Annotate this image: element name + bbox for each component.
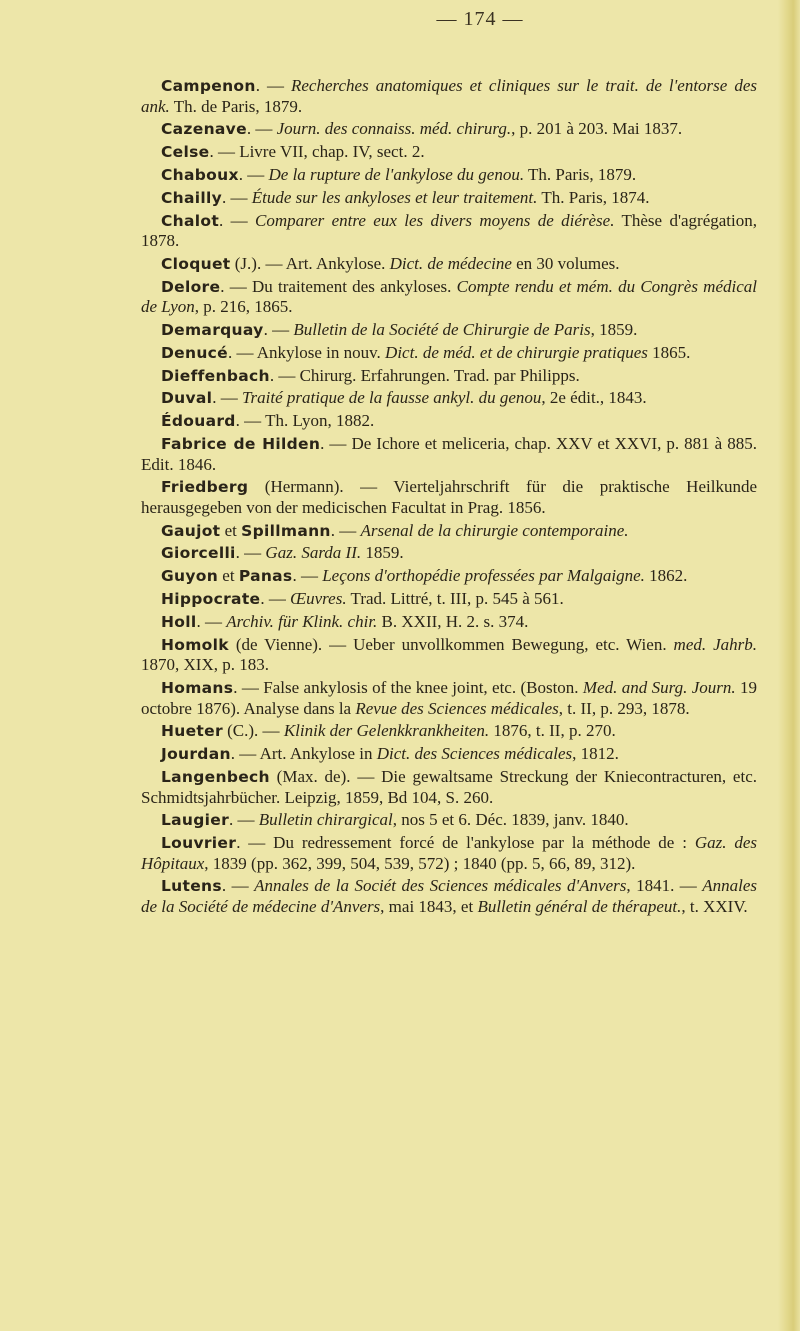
citation-text: en 30 volumes.	[511, 253, 620, 273]
citation-text: (C.). —	[222, 721, 284, 741]
author-name: Chaboux	[161, 165, 239, 184]
citation-text: Trad. Littré, t. III, p. 545 à 561.	[346, 589, 564, 609]
citation-text: , 2e édit., 1843.	[541, 388, 647, 408]
bibliography-entry	[141, 76, 757, 117]
citation-text: . — Livre VII, chap. IV, sect. 2.	[209, 142, 425, 162]
work-title: Comparer entre eux les divers moyens de diérèse.	[255, 210, 615, 230]
citation-text: (Hermann). — Vierteljahrschrift für die praktische Heilkunde herausgegeben von der medicischen Facultat in Prag. 1856.	[141, 477, 757, 517]
work-title: Compte rendu et mém. du Congrès médical de Lyon	[141, 276, 757, 317]
work-title: med. Jahrb.	[673, 634, 758, 654]
author-name: Gaujot	[161, 521, 221, 540]
citation-text: . — Ankylose in nouv.	[227, 342, 386, 362]
page-number: — 174 —	[436, 8, 524, 30]
citation-text: . — Art. Ankylose in	[230, 744, 377, 764]
work-title: De la rupture de l'ankylose du genou.	[268, 164, 525, 184]
work-title: Arsenal de la chirurgie contemporaine.	[360, 520, 629, 540]
citation-text: . —	[246, 119, 277, 139]
work-title: Klinik der Gelenkkrankheiten.	[283, 721, 490, 741]
author-name: Chalot	[161, 211, 220, 230]
citation-text: (de Vienne). — Ueber unvollkommen Bewegung, etc. Wien.	[228, 634, 674, 654]
bibliography-entry	[141, 810, 757, 831]
bibliography-entry	[141, 612, 757, 633]
citation-text: 1862.	[644, 566, 688, 586]
author-name: Campenon	[161, 77, 256, 95]
author-name: Hueter	[161, 722, 223, 741]
work-title: Dict. des Sciences médicales	[376, 744, 573, 764]
work-title: Bulletin chirargical	[258, 810, 393, 830]
citation-text: . —	[222, 187, 252, 207]
citation-text: , t. XXIV.	[681, 897, 748, 917]
bibliography-entry	[141, 343, 757, 364]
author-name: Panas	[238, 567, 293, 586]
author-name: Homolk	[161, 635, 229, 654]
work-title: Étude sur les ankyloses et leur traitement.	[251, 187, 538, 207]
bibliography-entry	[141, 589, 757, 610]
author-name: Duval	[161, 389, 213, 408]
work-title: Med. and Surg. Journ.	[582, 677, 736, 697]
citation-text: , 1839 (pp. 362, 399, 504, 539, 572) ; 1840 (pp. 5, 66, 89, 312).	[204, 853, 636, 873]
author-name: Denucé	[161, 343, 228, 362]
work-title: Gaz. des Hôpitaux	[141, 833, 757, 873]
author-name: Guyon	[161, 567, 219, 586]
citation-text: . —	[330, 520, 361, 540]
author-name: Giorcelli	[161, 544, 236, 563]
bibliography-entry	[141, 254, 757, 275]
bibliography-entry	[141, 366, 757, 387]
citation-text: et	[220, 520, 242, 540]
author-name: Spillmann	[241, 521, 331, 540]
work-title: Archiv. für Klink. chir.	[226, 611, 378, 631]
author-name: Lutens	[161, 877, 222, 896]
citation-text: . —	[292, 566, 323, 586]
bibliography-entry	[141, 165, 757, 186]
work-title: Bulletin général de thérapeut.	[477, 897, 682, 917]
bibliography-entry	[141, 477, 757, 518]
author-name: Édouard	[161, 412, 236, 431]
bibliography-entry	[141, 767, 757, 808]
work-title: Revue des Sciences médicales	[355, 698, 559, 718]
citation-text: (J.). — Art. Ankylose.	[230, 253, 390, 273]
author-name: Holl	[161, 612, 197, 631]
bibliography-list	[141, 76, 757, 920]
citation-text: , nos 5 et 6. Déc. 1839, janv. 1840.	[392, 810, 629, 830]
bibliography-entry	[141, 211, 757, 252]
author-name: Hippocrate	[161, 590, 261, 609]
citation-text: 1859.	[361, 543, 404, 563]
citation-text: 1865.	[647, 342, 691, 362]
citation-text: , 1859.	[590, 320, 638, 340]
citation-text: Th. Paris, 1879.	[524, 164, 637, 184]
citation-text: . —	[238, 164, 269, 184]
author-name: Delore	[161, 277, 221, 296]
author-name: Jourdan	[161, 745, 231, 764]
citation-text: 1870, XIX, p. 183.	[141, 655, 269, 675]
citation-text: . —	[219, 210, 256, 230]
citation-text: . —	[255, 76, 291, 95]
work-title: Gaz. Sarda II.	[265, 543, 362, 563]
bibliography-entry	[141, 543, 757, 564]
bibliography-entry	[141, 721, 757, 742]
citation-text: , 1812.	[572, 744, 619, 764]
citation-text: . — Du redressement forcé de l'ankylose par la méthode de :	[236, 833, 695, 853]
author-name: Dieffenbach	[161, 366, 270, 385]
citation-text: . — False ankylosis of the knee joint, etc. (Boston.	[233, 677, 583, 697]
work-title: Dict. de méd. et de chirurgie pratiques	[385, 342, 648, 362]
author-name: Homans	[161, 678, 234, 697]
author-name: Chailly	[161, 188, 223, 207]
citation-text: . — Th. Lyon, 1882.	[235, 411, 375, 431]
bibliography-entry	[141, 277, 757, 318]
bibliography-entry	[141, 434, 757, 475]
bibliography-entry	[141, 566, 757, 587]
citation-text: (Max. de). — Die gewaltsame Streckung der Kniecontracturen, etc. Schmidtsjahrbücher. Leipzig, 1859, Bd 104, S. 260.	[141, 766, 757, 807]
citation-text: Thèse d'agrégation, 1878.	[141, 210, 758, 251]
citation-text: B. XXII, H. 2. s. 374.	[377, 611, 529, 631]
citation-text: 19 octobre 1876). Analyse dans la	[141, 677, 758, 718]
author-name: Louvrier	[161, 834, 237, 853]
author-name: Langenbech	[161, 767, 270, 786]
author-name: Cloquet	[161, 254, 231, 273]
bibliography-entry	[141, 876, 757, 917]
citation-text: Th. de Paris, 1879.	[169, 96, 303, 116]
bibliography-entry	[141, 521, 757, 542]
bibliography-entry	[141, 142, 757, 163]
work-title: Journ. des connaiss. méd. chirurg.	[276, 119, 512, 139]
author-name: Demarquay	[161, 321, 264, 340]
bibliography-entry	[141, 119, 757, 140]
citation-text: Th. Paris, 1874.	[537, 187, 650, 207]
citation-text: . — Chirurg. Erfahrungen. Trad. par Philipps.	[269, 365, 580, 385]
author-name: Celse	[161, 143, 210, 162]
citation-text: et	[218, 566, 239, 586]
citation-text: , t. II, p. 293, 1878.	[558, 698, 690, 718]
work-title: Œuvres.	[290, 589, 347, 609]
page-edge-shadow	[778, 0, 800, 1331]
work-title: Dict. de médecine	[389, 253, 512, 273]
citation-text: . — Du traitement des ankyloses.	[220, 276, 457, 296]
bibliography-entry	[141, 188, 757, 209]
author-name: Laugier	[161, 811, 230, 830]
citation-text: . —	[221, 876, 255, 896]
citation-text: . —	[235, 543, 266, 563]
citation-text: , p. 216, 1865.	[194, 297, 293, 317]
citation-text: , p. 201 à 203. Mai 1837.	[511, 119, 683, 139]
author-name: Friedberg	[161, 478, 249, 497]
author-name: Fabrice de Hilden	[161, 434, 321, 453]
work-title: Bulletin de la Société de Chirurgie de Paris	[293, 320, 591, 340]
citation-text: . — De Ichore et meliceria, chap. XXV et XXVI, p. 881 à 885. Edit. 1846.	[141, 433, 757, 474]
citation-text: . —	[260, 589, 291, 609]
author-name: Cazenave	[161, 120, 247, 139]
work-title: Traité pratique de la fausse ankyl. du genou	[242, 388, 542, 408]
work-title: Leçons d'orthopédie professées par Malgaigne.	[322, 566, 645, 586]
bibliography-entry	[141, 833, 757, 874]
citation-text: 1876, t. II, p. 270.	[489, 721, 616, 741]
bibliography-entry	[141, 635, 757, 676]
citation-text: , mai 1843, et	[380, 897, 478, 917]
bibliography-entry	[141, 678, 757, 719]
work-title: Annales de la Sociét des Sciences médicales d'Anvers	[254, 876, 627, 896]
citation-text: . —	[263, 320, 294, 340]
bibliography-entry	[141, 411, 757, 432]
work-title: Annales de la Société de médecine d'Anvers	[141, 876, 758, 917]
citation-text: , 1841. —	[626, 876, 703, 896]
bibliography-entry	[141, 744, 757, 765]
bibliography-entry	[141, 320, 757, 341]
citation-text: . —	[212, 388, 243, 408]
citation-text: . —	[196, 611, 227, 631]
work-title: Recherches anatomiques et cliniques sur le trait. de l'entorse des ank.	[141, 76, 758, 116]
citation-text: . —	[229, 810, 259, 830]
bibliography-entry	[141, 388, 757, 409]
